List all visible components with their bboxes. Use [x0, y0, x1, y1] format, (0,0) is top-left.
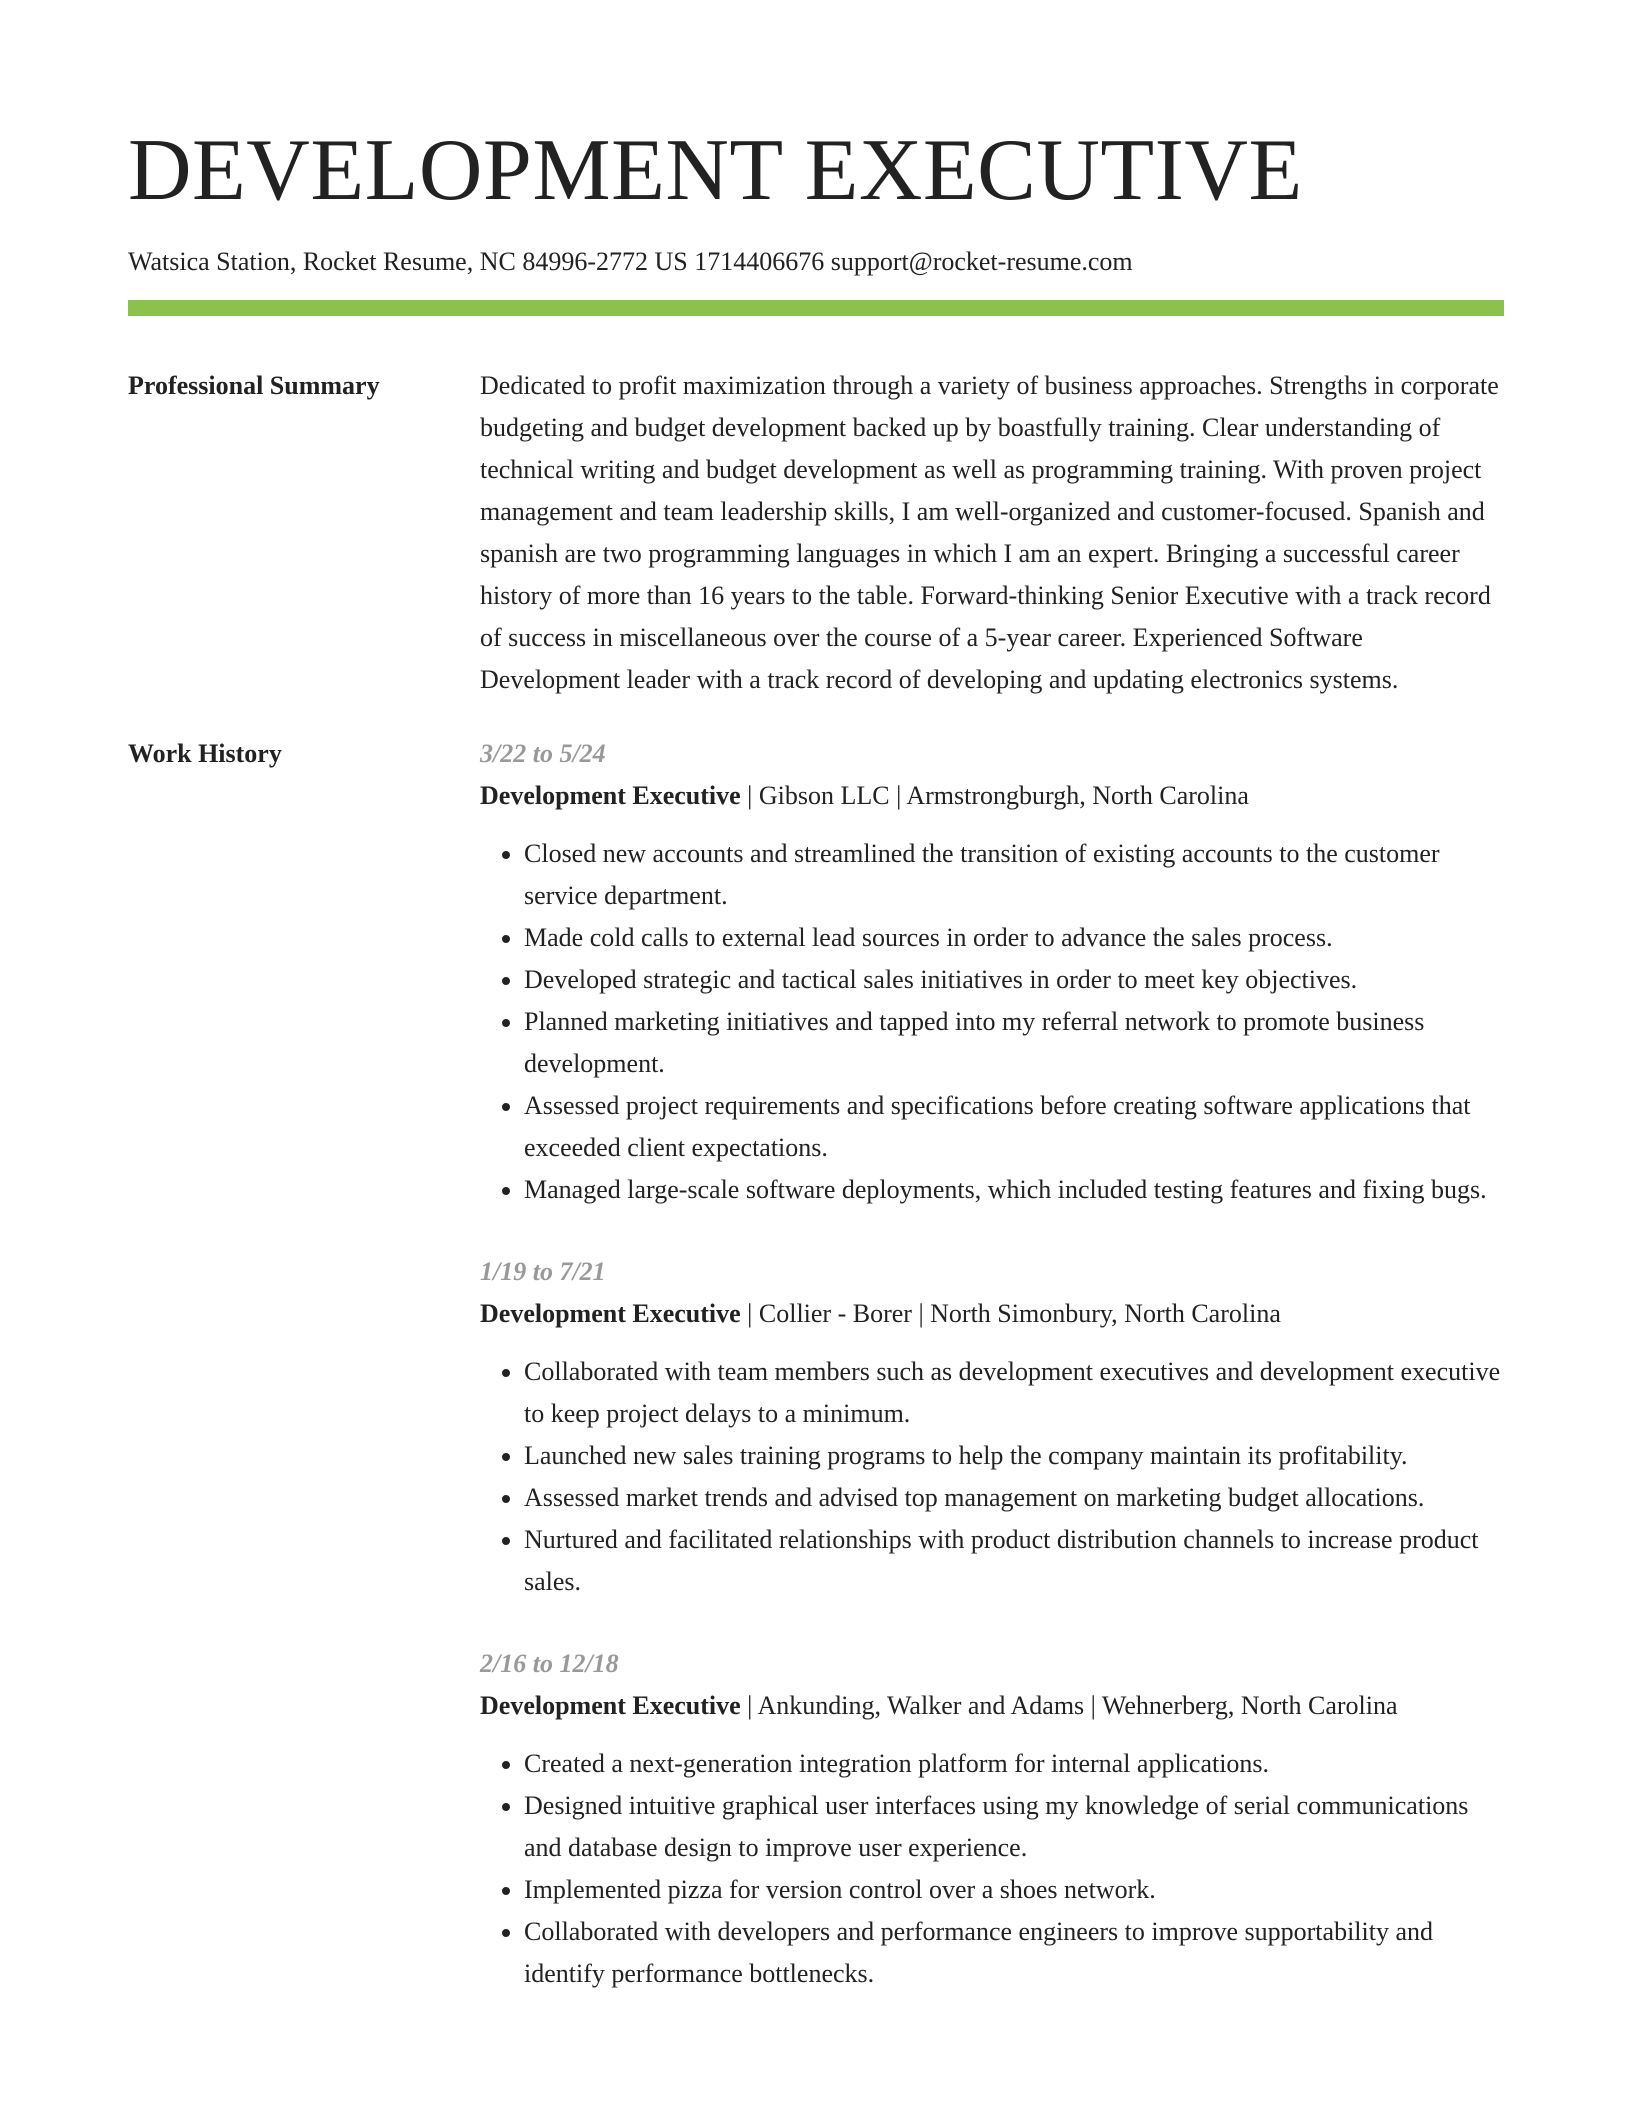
job-bullet: • Developed strategic and tactical sales initiatives in order to meet key objectives.	[524, 959, 1504, 1001]
job-title: Development Executive	[480, 781, 741, 810]
job-bullet: • Designed intuitive graphical user interfaces using my knowledge of serial communications and database design to improve user experience.	[524, 1785, 1504, 1869]
job-bullet: • Assessed project requirements and specifications before creating software applications that exceeded client expectations.	[524, 1085, 1504, 1169]
contact-line	[128, 246, 1504, 278]
job-bullet: • Collaborated with developers and performance engineers to improve supportability and identify performance bottlenecks.	[524, 1911, 1504, 1995]
job-details: | Ankunding, Walker and Adams | Wehnerberg, North Carolina	[740, 1691, 1398, 1720]
job-bullet: • Made cold calls to external lead sources in order to advance the sales process.	[524, 917, 1504, 959]
job-bullet: • Closed new accounts and streamlined the transition of existing accounts to the customer service department.	[524, 833, 1504, 917]
job-bullet-list	[480, 1351, 1504, 1603]
job-title-line	[480, 1293, 1504, 1335]
job-bullet-list	[480, 1743, 1504, 1995]
job-bullet: • Managed large-scale software deployments, which included testing features and fixing bugs.	[524, 1169, 1504, 1211]
resume-page	[128, 0, 1504, 2035]
contact-phone: 1714406676	[694, 247, 825, 276]
job-entry	[480, 1643, 1504, 1995]
section-label-work-history: Work History	[128, 739, 282, 768]
section-label-summary: Professional Summary	[128, 371, 380, 400]
work-history-section	[128, 733, 1504, 2035]
work-history-body	[480, 733, 1504, 2035]
job-title: Development Executive	[480, 1691, 741, 1720]
summary-body	[480, 365, 1504, 701]
summary-text: Dedicated to profit maximization through a variety of business approaches. Strengths in corporate budgeting and budget development backed up by boastfully training. Clear understanding of technical writing and budget development as well as programming training. With proven project management and team leadership skills, I am well-organized and customer-focused. Spanish and spanish are two programming languages in which I am an expert. Bringing a successful career history of more than 16 years to the table. Forward-thinking Senior Executive with a track record of success in miscellaneous over the course of a 5-year career. Experienced Software Development leader with a track record of developing and updating electronics systems.	[480, 371, 1499, 694]
job-details: | Collier - Borer | North Simonbury, North Carolina	[740, 1299, 1281, 1328]
job-dates: 3/22 to 5/24	[480, 739, 606, 768]
job-bullet: • Nurtured and facilitated relationships with product distribution channels to increase product sales.	[524, 1519, 1504, 1603]
job-entry	[480, 733, 1504, 1211]
job-title: Development Executive	[480, 1299, 741, 1328]
job-bullet-list	[480, 833, 1504, 1211]
job-details: | Gibson LLC | Armstrongburgh, North Carolina	[740, 781, 1249, 810]
job-dates: 1/19 to 7/21	[480, 1257, 606, 1286]
candidate-name: DEVELOPMENT EXECUTIVE	[128, 122, 1303, 219]
resume-header	[128, 0, 1504, 316]
job-bullet: • Assessed market trends and advised top management on marketing budget allocations.	[524, 1477, 1504, 1519]
job-bullet: • Created a next-generation integration platform for internal applications.	[524, 1743, 1504, 1785]
job-bullet: • Planned marketing initiatives and tapped into my referral network to promote business development.	[524, 1001, 1504, 1085]
job-title-line	[480, 775, 1504, 817]
job-entry	[480, 1251, 1504, 1603]
job-bullet: • Launched new sales training programs to help the company maintain its profitability.	[524, 1435, 1504, 1477]
job-bullet: • Implemented pizza for version control over a shoes network.	[524, 1869, 1504, 1911]
header-divider	[128, 300, 1504, 316]
job-dates: 2/16 to 12/18	[480, 1649, 619, 1678]
job-title-line	[480, 1685, 1504, 1727]
contact-address: Watsica Station, Rocket Resume, NC 84996-2772 US	[128, 247, 688, 276]
job-bullet: • Collaborated with team members such as development executives and development executive to keep project delays to a minimum.	[524, 1351, 1504, 1435]
contact-email: support@rocket-resume.com	[830, 247, 1133, 276]
professional-summary-section	[128, 365, 1504, 701]
